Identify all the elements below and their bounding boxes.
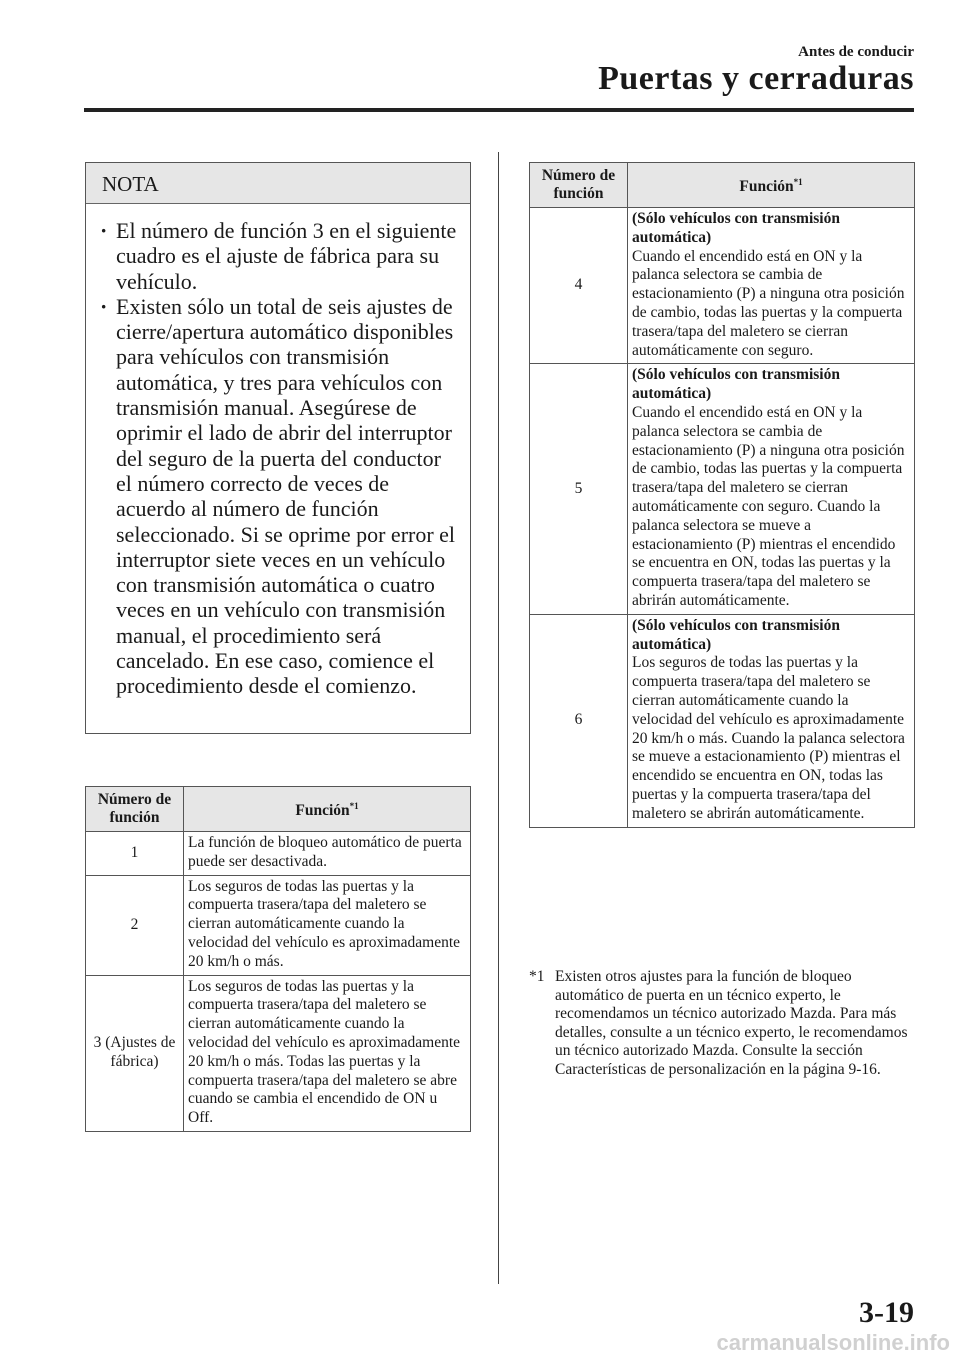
column-divider	[498, 152, 499, 1284]
function-number: 2	[86, 875, 184, 975]
function-text: Cuando el encendido está en ON y la palanca selectora se cambia de estacionamiento (P) a ninguna otra posición de cambio, todas las puertas y la compuerta trasera/tapa del maletero se cierran automáticamente con seguro.	[632, 247, 905, 359]
col-header-function: Función$^{*1}$	[628, 163, 915, 208]
note-list	[86, 204, 470, 699]
function-number: 5	[530, 364, 628, 614]
function-description: Los seguros de todas las puertas y la compuerta trasera/tapa del maletero se cierran automáticamente cuando la velocidad del vehículo es aproximadamente 20 km/h o más.	[184, 875, 471, 975]
table-header-row	[86, 787, 471, 832]
table-row	[530, 208, 915, 364]
table-row	[530, 364, 915, 614]
function-condition: (Sólo vehículos con transmisión automática)	[632, 366, 840, 403]
header-rule	[84, 108, 914, 112]
col-header-function: Función$^{*1}$	[184, 787, 471, 832]
function-condition: (Sólo vehículos con transmisión automática)	[632, 210, 840, 246]
note-title: NOTA	[86, 163, 470, 204]
function-number: 3 (Ajustes de fábrica)	[86, 975, 184, 1131]
note-box	[85, 162, 471, 734]
function-number: 4	[530, 208, 628, 364]
footnote-mark: *1	[529, 968, 545, 985]
page-number: 3-19	[859, 1296, 914, 1329]
col-header-number: Número de función	[86, 787, 184, 832]
note-item: · El número de función 3 en el siguiente cuadro es el ajuste de fábrica para su vehículo.	[116, 218, 462, 294]
table-row	[530, 614, 915, 827]
function-text: Cuando el encendido está en ON y la palanca selectora se cambia de estacionamiento (P) a ninguna otra posición de cambio, todas las puertas y la compuerta trasera/tapa del maletero se cierran automáticamente con seguro. Cuando la palanca selectora se mueve a estacionamiento (P) mientras el encendido se encuentra en ON, todas las puertas y la compuerta trasera/tapa del maletero se abrirán automáticamente.	[632, 403, 905, 609]
function-description	[628, 614, 915, 827]
section-label: Antes de conducir	[798, 44, 914, 60]
footnote-ref: *1	[793, 177, 803, 188]
function-number: 1	[86, 832, 184, 876]
function-table-left	[85, 786, 471, 1132]
function-description	[628, 208, 915, 364]
footnote-ref: *1	[349, 801, 359, 812]
function-text: Los seguros de todas las puertas y la compuerta trasera/tapa del maletero se cierran automáticamente cuando la velocidad del vehículo es aproximadamente 20 km/h o más. Cuando la palanca selectora se mueve a estacionamiento (P) mientras el encendido se encuentra en ON, todas las puertas y la compuerta trasera/tapa del maletero se abrirán automáticamente.	[632, 654, 905, 822]
watermark: carmanualsonline.info	[716, 1330, 950, 1355]
footnote-text: Existen otros ajustes para la función de bloqueo automático de puerta en un técnico experto, le recomendamos un técnico autorizado Mazda. Para más detalles, consulte a un técnico experto, le recomendamos un técnico autorizado Mazda. Consulte la sección Características de personalización en la página 9-16.	[555, 968, 908, 1078]
function-number: 6	[530, 614, 628, 827]
table-row	[86, 832, 471, 876]
function-description: La función de bloqueo automático de puerta puede ser desactivada.	[184, 832, 471, 876]
function-table-right	[529, 162, 915, 828]
note-item: · Existen sólo un total de seis ajustes de cierre/apertura automático disponibles para vehículos con transmisión automática, y tres para vehículos con transmisión manual. Asegúrese de oprimir el lado de abrir del interruptor del seguro de la puerta del conductor el número correcto de veces de acuerdo al número de función seleccionado. Si se oprime por error el interruptor siete veces en un vehículo con transmisión automática o cuatro veces en un vehículo con transmisión manual, el procedimiento será cancelado. En ese caso, comience el procedimiento desde el comienzo.	[116, 294, 462, 699]
footnote	[529, 968, 915, 1080]
table-row	[86, 975, 471, 1131]
page-title: Puertas y cerraduras	[598, 60, 914, 97]
function-condition: (Sólo vehículos con transmisión automática)	[632, 616, 840, 653]
table-header-row	[530, 163, 915, 208]
table-row	[86, 875, 471, 975]
function-description	[628, 364, 915, 614]
col-header-number: Número de función	[530, 163, 628, 208]
function-description: Los seguros de todas las puertas y la compuerta trasera/tapa del maletero se cierran automáticamente cuando la velocidad del vehículo es aproximadamente 20 km/h o más. Todas las puertas y la compuerta trasera/tapa del maletero se abre cuando se cambia el encendido de ON u Off.	[184, 975, 471, 1131]
